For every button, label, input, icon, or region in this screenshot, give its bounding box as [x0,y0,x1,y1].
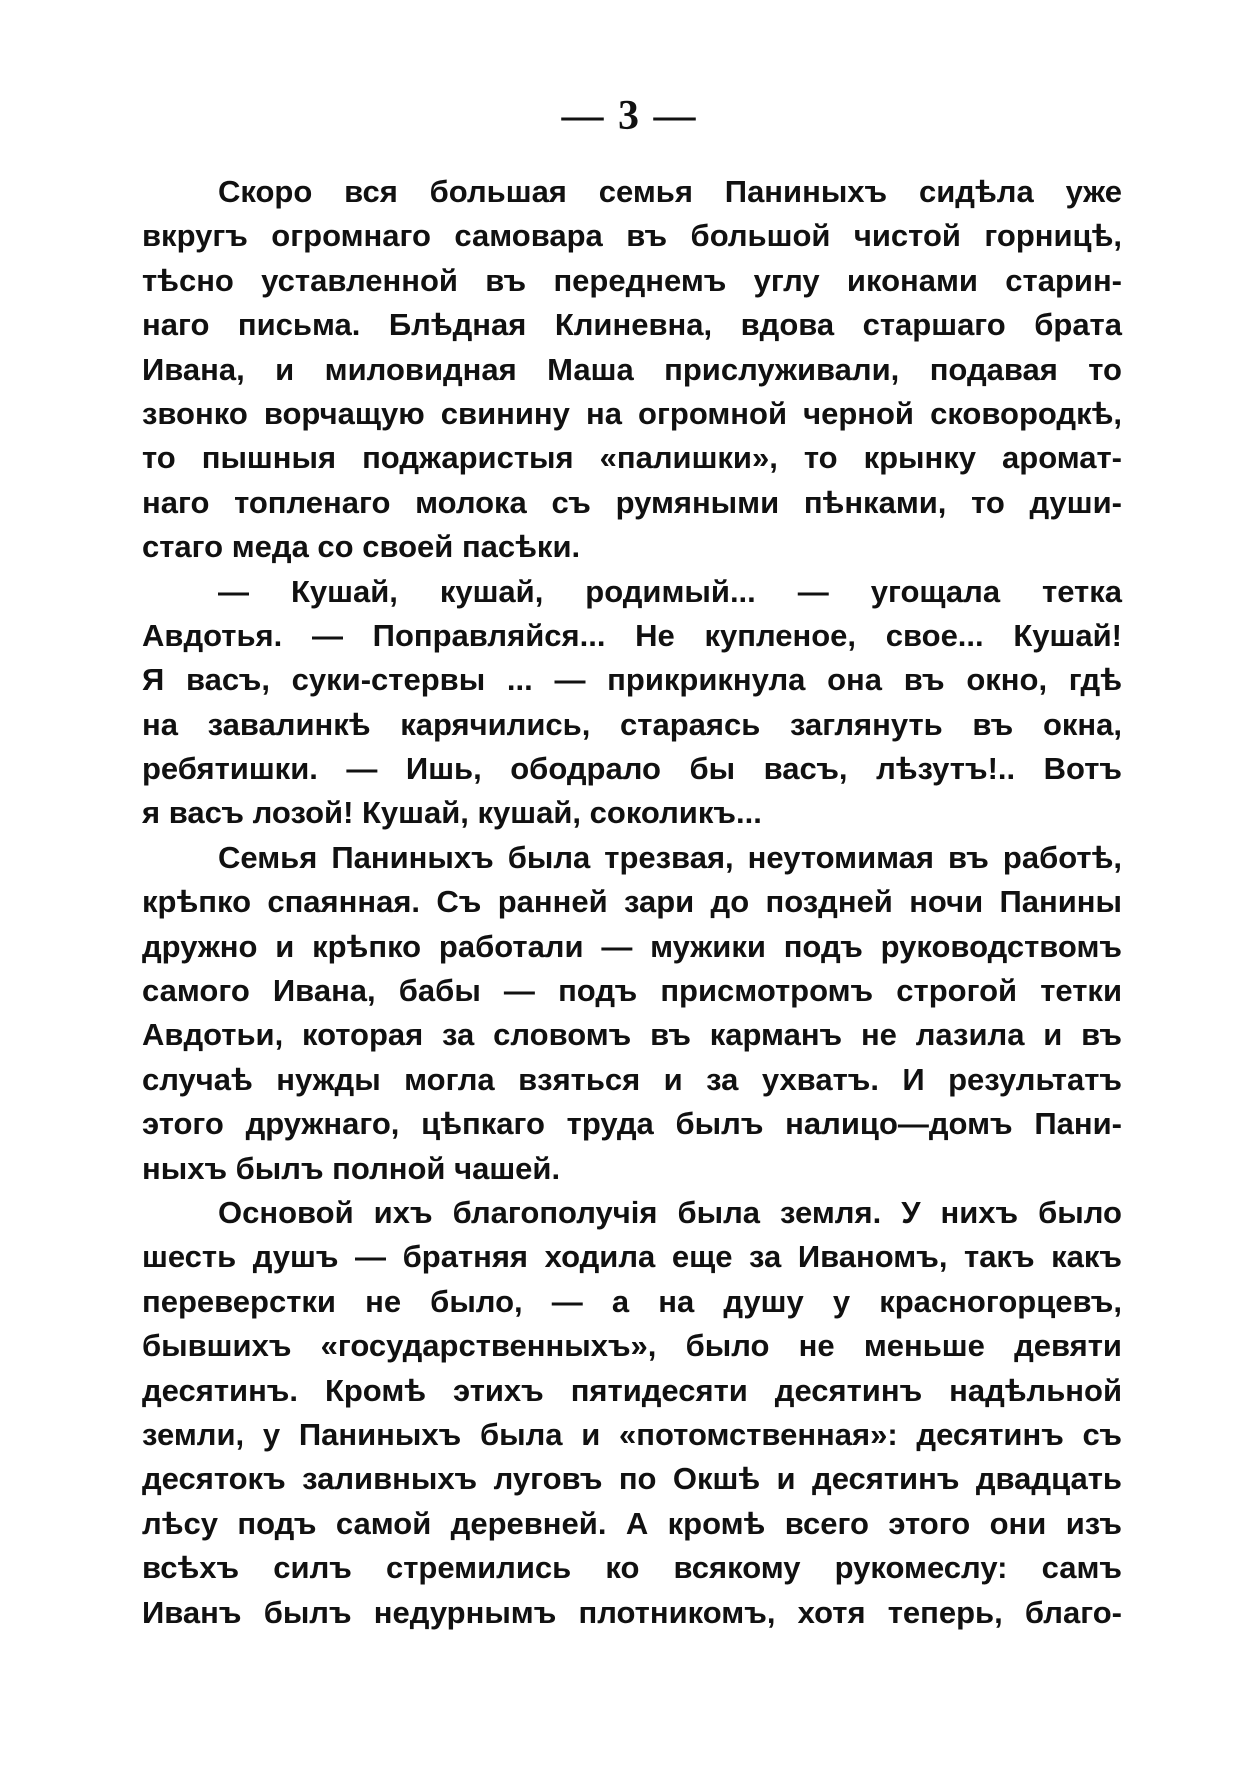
text-line: Семья Паниныхъ была трезвая, неутомимая въ работѣ, [218,839,1122,875]
text-line: я васъ лозой! Кушай, кушай, соколикъ... [142,795,762,831]
text-line: на завалинкѣ карячились, стараясь заглянуть въ окна, [142,706,1122,742]
paragraph-1 [142,170,1122,570]
text-line: самого Ивана, бабы — подъ присмотромъ строгой тетки [142,973,1122,1009]
text-line: всѣхъ силъ стремились ко всякому рукомеслу: самъ [142,1550,1122,1586]
text-line: десятокъ заливныхъ луговъ по Окшѣ и десятинъ двадцать [142,1461,1122,1497]
text-line: этого дружнаго, цѣпкаго труда былъ налицо—домъ Пани- [142,1106,1122,1142]
text-line: Основой ихъ благополучія была земля. У нихъ было [218,1194,1122,1230]
text-line: то пышныя поджаристыя «палишки», то крынку аромат- [142,440,1122,476]
text-line: Скоро вся большая семья Паниныхъ сидѣла уже [218,174,1122,209]
text-line: десятинъ. Кромѣ этихъ пятидесяти десятинъ надѣльной [142,1372,1122,1408]
text-line: звонко ворчащую свинину на огромной черной сковородкѣ, [142,395,1122,431]
body-text [142,170,1122,1635]
text-line: ребятишки. — Ишь, ободрало бы васъ, лѣзутъ!.. Вотъ [142,751,1122,787]
text-line: Авдотья. — Поправляйся... Не купленое, свое... Кушай! [142,617,1122,653]
text-line: случаѣ нужды могла взяться и за ухватъ. И результатъ [142,1061,1122,1097]
text-line: Иванъ былъ недурнымъ плотникомъ, хотя теперь, благо- [142,1594,1122,1630]
text-line: дружно и крѣпко работали — мужики подъ руководствомъ [142,928,1122,964]
text-line: — Кушай, кушай, родимый... — угощала тетка [218,573,1122,609]
paragraph-2 [142,570,1122,836]
text-line: ныхъ былъ полной чашей. [142,1150,561,1186]
text-line: тѣсно уставленной въ переднемъ углу иконами старин- [142,262,1122,298]
text-line: лѣсу подъ самой деревней. А кромѣ всего этого они изъ [142,1505,1122,1541]
text-line: наго топленаго молока съ румяными пѣнками, то души- [142,484,1122,520]
paragraph-4 [142,1191,1122,1635]
page-number: — 3 — [561,93,698,139]
text-line: крѣпко спаянная. Съ ранней зари до поздней ночи Панины [142,884,1122,920]
text-line: вкругъ огромнаго самовара въ большой чистой горницѣ, [142,218,1122,254]
text-line: Я васъ, суки-стервы ... — прикрикнула она въ окно, гдѣ [142,662,1122,698]
text-line: наго письма. Блѣдная Клиневна, вдова старшаго брата [142,307,1122,343]
text-line: земли, у Паниныхъ была и «потомственная»: десятинъ съ [142,1416,1122,1452]
text-line: шесть душъ — братняя ходила еще за Иваномъ, такъ какъ [142,1239,1122,1275]
text-line: стаго меда со своей пасѣки. [142,529,581,565]
text-line: Ивана, и миловидная Маша прислуживали, подавая то [142,351,1122,387]
text-line: бывшихъ «государственныхъ», было не меньше девяти [142,1328,1122,1364]
text-line: переверстки не было, — а на душу у красногорцевъ, [142,1283,1122,1319]
paragraph-3 [142,836,1122,1191]
text-line: Авдотьи, которая за словомъ въ карманъ не лазила и въ [142,1017,1122,1053]
